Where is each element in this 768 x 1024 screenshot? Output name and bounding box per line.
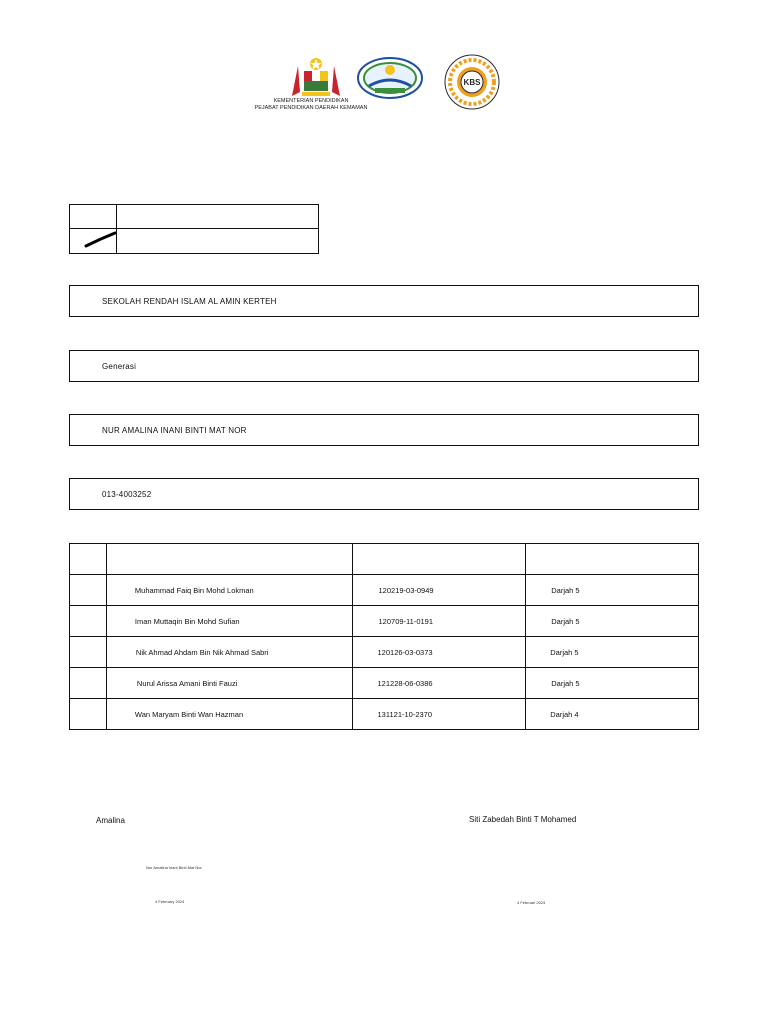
table-header-row <box>70 544 699 575</box>
svg-text:KBS: KBS <box>463 78 481 87</box>
teacher-name-field[interactable] <box>69 414 699 446</box>
left-signature: Amalina <box>96 816 125 825</box>
teacher-name-value: NUR AMALINA INANI BINTI MAT NOR <box>102 426 247 435</box>
table-row <box>70 668 699 699</box>
student-ic[interactable]: 121228-06-0386 <box>352 668 526 699</box>
student-class[interactable]: Darjah 5 <box>526 575 699 606</box>
student-class[interactable]: Darjah 5 <box>526 668 699 699</box>
ministry-caption <box>246 98 376 111</box>
student-name[interactable]: Muhammad Faiq Bin Mohd Lokman <box>106 575 352 606</box>
student-class[interactable]: Darjah 5 <box>526 606 699 637</box>
header-cell <box>106 544 352 575</box>
table-row <box>70 699 699 730</box>
student-name[interactable]: Nurul Arissa Amani Binti Fauzi <box>106 668 352 699</box>
phone-value: 013-4003252 <box>102 490 152 499</box>
ministry-line-1: KEMENTERIAN PENDIDIKAN <box>273 98 349 104</box>
left-printed-name: Nur Amalina Inani Binti Mat Nor <box>146 865 202 870</box>
student-ic[interactable]: 120126-03-0373 <box>352 637 526 668</box>
student-class[interactable]: Darjah 4 <box>526 699 699 730</box>
student-class[interactable]: Darjah 5 <box>526 637 699 668</box>
header-cell <box>526 544 699 575</box>
team-name-value: Generasi <box>102 362 137 371</box>
table-row <box>70 637 699 668</box>
team-name-field[interactable] <box>69 350 699 382</box>
school-name-field[interactable] <box>69 285 699 317</box>
right-signatory-name: Siti Zabedah Binti T Mohamed <box>469 815 577 824</box>
table-row <box>70 606 699 637</box>
header-cell <box>352 544 526 575</box>
left-date: 4 February 2024 <box>155 899 185 904</box>
row-number-cell <box>70 575 107 606</box>
malaysia-crest-logo <box>288 56 344 100</box>
district-office-logo <box>357 56 423 100</box>
students-table <box>69 543 699 730</box>
student-name[interactable]: Nik Ahmad Ahdam Bin Nik Ahmad Sabri <box>106 637 352 668</box>
ministry-line-2: PEJABAT PENDIDIKAN DAERAH KEMAMAN <box>254 104 368 111</box>
kbs-logo <box>444 54 500 110</box>
row-number-cell <box>70 668 107 699</box>
right-date: 4 Februari 2024 <box>517 900 546 905</box>
phone-field[interactable] <box>69 478 699 510</box>
student-name[interactable]: Iman Muttaqin Bin Mohd Sufian <box>106 606 352 637</box>
student-ic[interactable]: 120219-03-0949 <box>352 575 526 606</box>
row-number-cell <box>70 606 107 637</box>
student-ic[interactable]: 131121-10-2370 <box>352 699 526 730</box>
row-number-cell <box>70 699 107 730</box>
student-ic[interactable]: 120709-11-0191 <box>352 606 526 637</box>
checkmark-icon <box>80 231 120 251</box>
school-name-value: SEKOLAH RENDAH ISLAM AL AMIN KERTEH <box>102 297 277 306</box>
row-number-cell <box>70 637 107 668</box>
student-name[interactable]: Wan Maryam Binti Wan Hazman <box>106 699 352 730</box>
category-selection-box <box>69 204 319 254</box>
table-row <box>70 575 699 606</box>
header-cell <box>70 544 107 575</box>
